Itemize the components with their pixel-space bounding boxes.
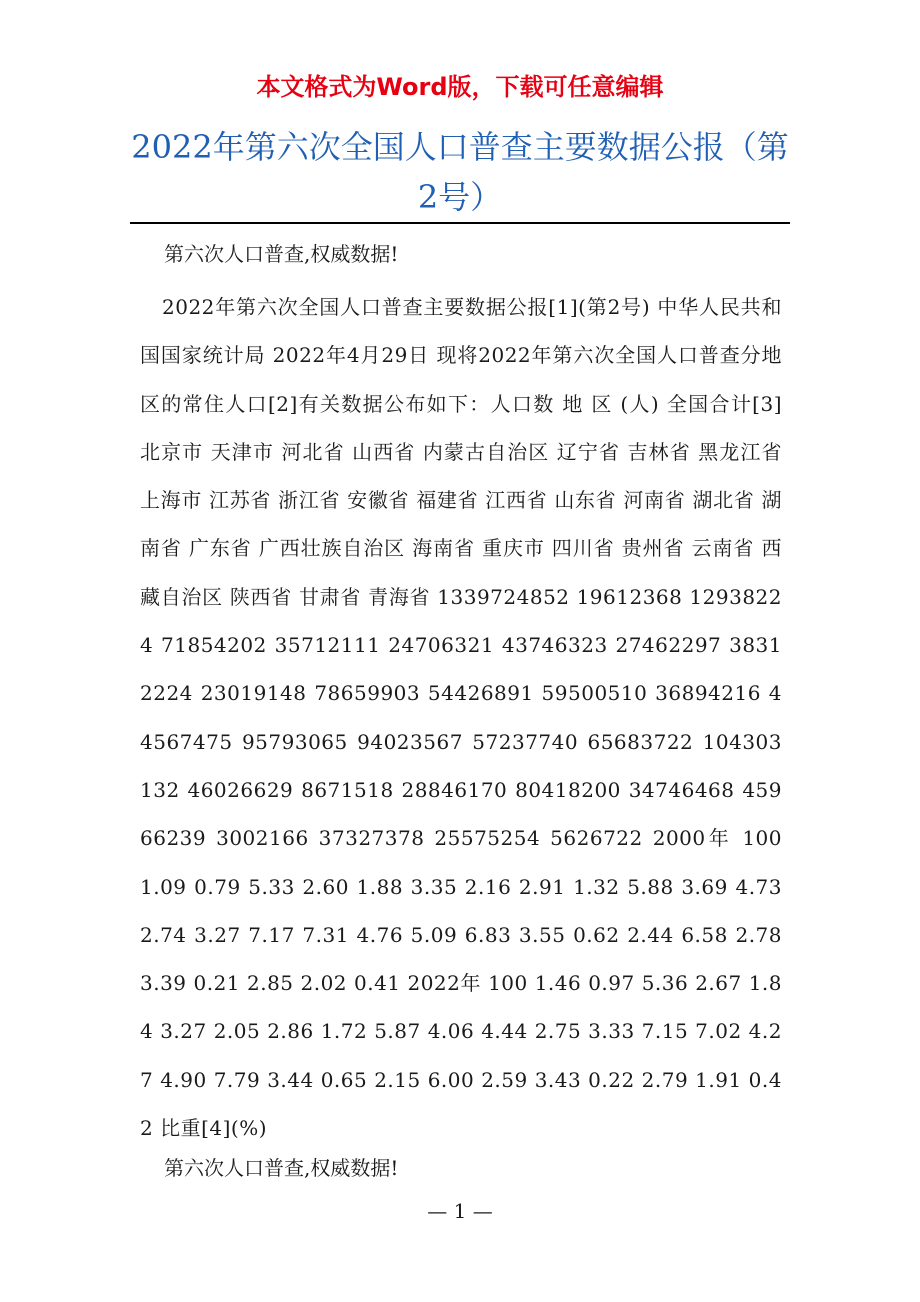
intro-paragraph: 第六次人口普查,权威数据!	[164, 242, 399, 266]
outro-paragraph: 第六次人口普查,权威数据!	[164, 1156, 399, 1180]
document-title: 2022年第六次全国人口普查主要数据公报（第2号）	[131, 128, 789, 216]
title-divider	[130, 222, 790, 224]
bulletin-body-paragraph: 2022年第六次全国人口普查主要数据公报[1](第2号) 中华人民共和国国家统计局 2022年4月29日 现将2022年第六次全国人口普查分地区的常住人口[2]有关数据公布如下：人口数 地 区 (人) 全国合计[3] 北京市 天津市 河北省 山西省 内蒙古自治区 辽宁省 吉林省 黑龙江省 上海市 江苏省 浙江省 安徽省 福建省 江西省 山东省 河南省 湖北省 湖南省 广东省 广西壮族自治区 海南省 重庆市 四川省 贵州省 云南省 西藏自治区 陕西省 甘肃省 青海省 1339724852 19612368 12938224 71854202 35712111 24706321 43746323 27462297 38312224 23019148 78659903 54426891 59500510 36894216 44567475 95793065 94023567 57237740 65683722 104303132 46026629 8671518 28846170 80418200 34746468 45966239 3002166 37327378 25575254 5626722 2000年 100 1.09 0.79 5.33 2.60 1.88 3.35 2.16 2.91 1.32 5.88 3.69 4.73 2.74 3.27 7.17 7.31 4.76 5.09 6.83 3.55 0.62 2.44 6.58 2.78 3.39 0.21 2.85 2.02 0.41 2022年 100 1.46 0.97 5.36 2.67 1.84 3.27 2.05 2.86 1.72 5.87 4.06 4.44 2.75 3.33 7.15 7.02 4.27 4.90 7.79 3.44 0.65 2.15 6.00 2.59 3.43 0.22 2.79 1.91 0.42 比重[4](%)	[140, 295, 782, 1141]
page-number: — 1 —	[427, 1199, 493, 1223]
download-banner: 本文格式为Word版，下载可任意编辑	[256, 73, 664, 101]
